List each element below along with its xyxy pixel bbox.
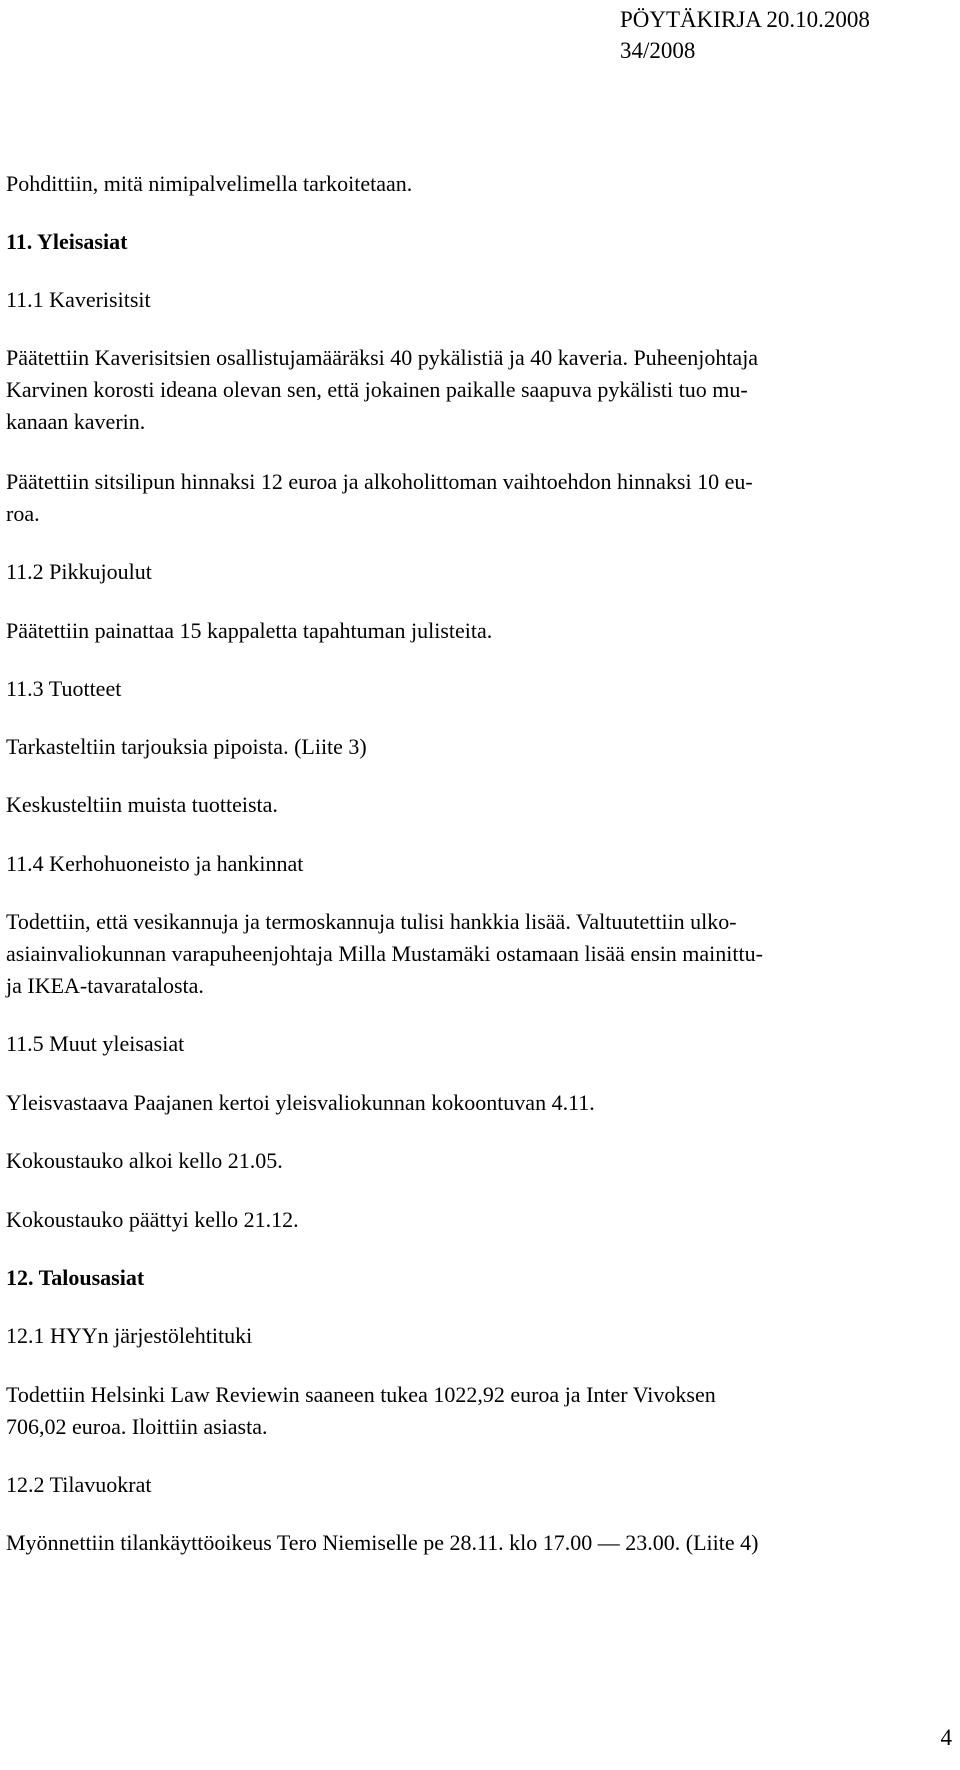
paragraph-line: Todettiin, että vesikannuja ja termoskannuja tulisi hankkia lisää. Valtuutettiin ulko- <box>6 909 737 934</box>
subsection-heading: 11.5 Muut yleisasiat <box>6 1031 185 1056</box>
paragraph-line: roa. <box>6 501 40 526</box>
subsection-heading: 11.2 Pikkujoulut <box>6 559 152 584</box>
subsection-heading: 11.4 Kerhohuoneisto ja hankinnat <box>6 851 304 876</box>
paragraph-line: Kokoustauko päättyi kello 21.12. <box>6 1207 299 1232</box>
document-title: PÖYTÄKIRJA 20.10.2008 <box>620 7 870 32</box>
subsection-heading: 11.3 Tuotteet <box>6 676 122 701</box>
subsection-heading: 12.1 HYYn järjestölehtituki <box>6 1323 253 1348</box>
paragraph-line: ja IKEA-tavaratalosta. <box>6 973 204 998</box>
section-heading: 12. Talousasiat <box>6 1265 145 1290</box>
paragraph-line: Päätettiin sitsilipun hinnaksi 12 euroa ja alkoholittoman vaihtoehdon hinnaksi 10 eu- <box>6 469 753 494</box>
paragraph-line: Tarkasteltiin tarjouksia pipoista. (Liite 3) <box>6 734 367 759</box>
paragraph-line: Myönnettiin tilankäyttöoikeus Tero Niemiselle pe 28.11. klo 17.00 — 23.00. (Liite 4) <box>6 1530 759 1555</box>
paragraph-line: Keskusteltiin muista tuotteista. <box>6 792 278 817</box>
paragraph-line: 706,02 euroa. Iloittiin asiasta. <box>6 1414 268 1439</box>
paragraph-line: Todettiin Helsinki Law Reviewin saaneen tukea 1022,92 euroa ja Inter Vivoksen <box>6 1382 716 1407</box>
paragraph-line: Kokoustauko alkoi kello 21.05. <box>6 1148 283 1173</box>
section-heading: 11. Yleisasiat <box>6 229 128 254</box>
paragraph-line: Pohdittiin, mitä nimipalvelimella tarkoitetaan. <box>6 171 413 196</box>
paragraph-line: Yleisvastaava Paajanen kertoi yleisvaliokunnan kokoontuvan 4.11. <box>6 1090 595 1115</box>
paragraph-line: Päätettiin painattaa 15 kappaletta tapahtuman julisteita. <box>6 618 493 643</box>
subsection-heading: 11.1 Kaverisitsit <box>6 287 151 312</box>
paragraph-line: Karvinen korosti ideana olevan sen, että jokainen paikalle saapuva pykälisti tuo mu- <box>6 377 748 402</box>
paragraph-line: kanaan kaverin. <box>6 409 146 434</box>
paragraph-line: asiainvaliokunnan varapuheenjohtaja Milla Mustamäki ostamaan lisää ensin mainittu- <box>6 941 763 966</box>
document-header <box>620 4 960 66</box>
page-number: 4 <box>940 1725 952 1750</box>
document-number: 34/2008 <box>620 38 696 63</box>
subsection-heading: 12.2 Tilavuokrat <box>6 1472 152 1497</box>
paragraph-line: Päätettiin Kaverisitsien osallistujamääräksi 40 pykälistiä ja 40 kaveria. Puheenjohtaja <box>6 345 759 370</box>
